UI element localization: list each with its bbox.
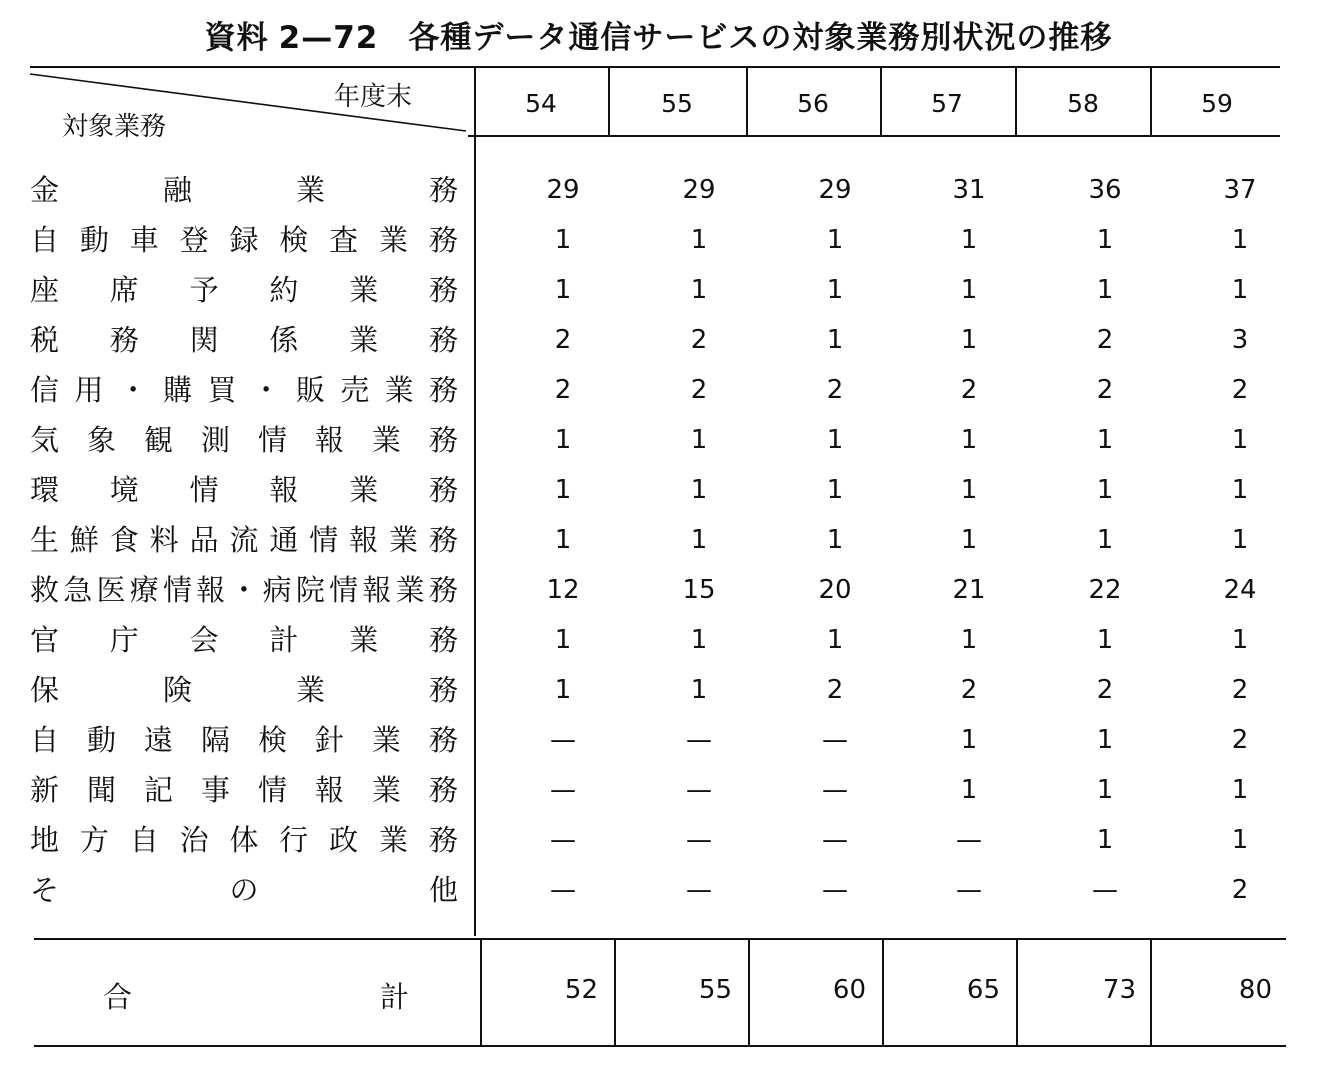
table-cell: 1 (1231, 825, 1249, 855)
table-cell: 1 (960, 275, 978, 305)
row-label-char: 自 (129, 823, 159, 857)
row-label-char: 業 (389, 523, 419, 557)
column-divider (480, 938, 482, 1045)
table-cell: — (686, 725, 712, 755)
table-cell: — (550, 875, 576, 905)
row-label-char: 報 (314, 423, 344, 457)
table-cell: 24 (1223, 575, 1257, 605)
row-label-char: 記 (143, 773, 173, 807)
row-label-char: 業 (384, 373, 414, 407)
row-label-char: 登 (179, 223, 209, 257)
row-label-char: 院 (295, 573, 325, 607)
row-label-char: 関 (189, 323, 219, 357)
row-label-char: 政 (329, 823, 359, 857)
row-label-char: 報 (362, 573, 392, 607)
table-cell: 1 (554, 425, 572, 455)
row-label-char: 鮮 (69, 523, 99, 557)
table-cell: 1 (690, 425, 708, 455)
row-label (30, 620, 458, 660)
title-text: 各種データ通信サービスの対象業務別状況の推移 (408, 20, 1113, 56)
row-label (30, 570, 458, 610)
table-cell: 1 (960, 475, 978, 505)
table-cell: 1 (1231, 275, 1249, 305)
table-cell: 1 (960, 325, 978, 355)
total-value: 73 (1102, 975, 1136, 1005)
table-cell: — (1092, 875, 1118, 905)
table-cell: 1 (1096, 825, 1114, 855)
row-label (30, 520, 458, 560)
column-divider (882, 938, 884, 1045)
table-cell: 1 (690, 625, 708, 655)
row-label-char: 業 (349, 623, 379, 657)
table-cell: — (956, 825, 982, 855)
column-header-year: 58 (1067, 89, 1099, 118)
row-label-char: 査 (329, 223, 359, 257)
header-year-label: 年度末 (334, 82, 413, 112)
row-label-char: 売 (340, 373, 370, 407)
row-label-char: 情 (257, 773, 287, 807)
column-divider (746, 66, 748, 136)
table-cell: 1 (554, 675, 572, 705)
row-label (30, 270, 458, 310)
row-label (30, 720, 458, 760)
table-cell: 1 (1231, 775, 1249, 805)
table-cell: — (686, 825, 712, 855)
row-label-char: 務 (428, 523, 458, 557)
row-label-char: 観 (143, 423, 173, 457)
table-cell: 2 (554, 375, 572, 405)
table-cell: 1 (554, 225, 572, 255)
row-label-char: 行 (279, 823, 309, 857)
row-label (30, 820, 458, 860)
row-label-char: 務 (428, 723, 458, 757)
row-label-char: 業 (379, 223, 409, 257)
row-label-char: 約 (269, 273, 299, 307)
title-number: 2—72 (278, 20, 379, 56)
table-cell: 1 (690, 475, 708, 505)
table-cell: 1 (1231, 425, 1249, 455)
row-label-char: 救 (30, 573, 60, 607)
column-header-year: 55 (661, 89, 693, 118)
row-label-char: 席 (109, 273, 139, 307)
table-cell: — (822, 875, 848, 905)
row-label-char: 報 (269, 473, 299, 507)
row-label-char: 気 (30, 423, 60, 457)
table-cell: 1 (554, 475, 572, 505)
table-cell: 21 (952, 575, 986, 605)
table-cell: 1 (1231, 475, 1249, 505)
table-cell: 2 (1096, 325, 1114, 355)
header-task-label: 対象業務 (62, 112, 167, 142)
row-label-char: 動 (79, 223, 109, 257)
table-cell: 1 (826, 475, 844, 505)
column-divider (1150, 66, 1152, 136)
row-label-char: 購 (162, 373, 192, 407)
row-label-char: 険 (162, 673, 192, 707)
row-label-char: 事 (200, 773, 230, 807)
table-cell: 1 (1096, 525, 1114, 555)
row-label-char: 情 (257, 423, 287, 457)
row-label-char: 業 (295, 673, 325, 707)
table-cell: — (550, 725, 576, 755)
table-cell: 1 (1231, 625, 1249, 655)
table-cell: 1 (1231, 225, 1249, 255)
table-cell: 2 (960, 375, 978, 405)
table-cell: 1 (1096, 475, 1114, 505)
row-label-char: 生 (30, 523, 60, 557)
row-label-char: 業 (371, 723, 401, 757)
row-label-char: 販 (295, 373, 325, 407)
table-cell: 1 (960, 425, 978, 455)
table-cell: 2 (1231, 375, 1249, 405)
row-label-char: 業 (349, 473, 379, 507)
table-cell: 1 (690, 275, 708, 305)
table-cell: 2 (690, 325, 708, 355)
column-divider (1150, 938, 1152, 1045)
row-label-char: 金 (30, 173, 60, 207)
column-divider (1016, 938, 1018, 1045)
row-label-char: 環 (30, 473, 60, 507)
row-label-char: 病 (262, 573, 292, 607)
row-label-char: 車 (129, 223, 159, 257)
row-label-char: 座 (30, 273, 60, 307)
table-cell: 2 (1096, 375, 1114, 405)
table-cell: 1 (1096, 275, 1114, 305)
table-cell: 2 (1231, 725, 1249, 755)
row-label-char: そ (30, 873, 60, 907)
column-header-year: 57 (931, 89, 963, 118)
row-label-char: 務 (428, 473, 458, 507)
table-cell: 2 (1096, 675, 1114, 705)
row-label-char: 信 (30, 373, 60, 407)
row-label-char: 保 (30, 673, 60, 707)
row-label (30, 370, 458, 410)
row-label-char: 方 (79, 823, 109, 857)
row-label-char: ・ (251, 373, 281, 407)
table-cell: 1 (960, 525, 978, 555)
table-cell: 29 (546, 175, 580, 205)
row-label-char: 務 (428, 673, 458, 707)
column-header-year: 56 (797, 89, 829, 118)
row-label (30, 170, 458, 210)
column-divider (474, 66, 476, 936)
table-cell: 1 (690, 525, 708, 555)
row-label-char: ・ (229, 573, 259, 607)
row-label-char: 務 (428, 823, 458, 857)
table-cell: — (956, 875, 982, 905)
table-cell: — (686, 875, 712, 905)
row-label-char: 料 (149, 523, 179, 557)
row-label-char: 務 (428, 373, 458, 407)
total-value: 65 (966, 975, 1000, 1005)
row-label-char: 聞 (86, 773, 116, 807)
column-header-year: 59 (1201, 89, 1233, 118)
row-label-char: 測 (200, 423, 230, 457)
row-label-char: 遠 (143, 723, 173, 757)
row-label-char: 自 (30, 723, 60, 757)
row-label-char: 税 (30, 323, 60, 357)
total-label-right: 計 (380, 980, 410, 1014)
table-cell: — (822, 775, 848, 805)
row-label-char: 業 (295, 173, 325, 207)
row-label-char: 医 (96, 573, 126, 607)
row-label-char: 食 (109, 523, 139, 557)
column-divider (1015, 66, 1017, 136)
row-label-char: 針 (314, 723, 344, 757)
title-prefix: 資料 (204, 20, 269, 56)
row-label-char: 急 (63, 573, 93, 607)
row-label-char: 報 (314, 773, 344, 807)
row-label-char: 業 (371, 773, 401, 807)
row-label-char: 計 (269, 623, 299, 657)
column-divider (748, 938, 750, 1045)
row-label-char: 務 (428, 573, 458, 607)
table-cell: 1 (1231, 525, 1249, 555)
total-value: 52 (564, 975, 598, 1005)
row-label-char: 務 (428, 173, 458, 207)
row-label-char: 情 (189, 473, 219, 507)
row-label-char: 務 (428, 223, 458, 257)
table-cell: — (822, 825, 848, 855)
table-cell: 1 (1096, 625, 1114, 655)
table-cell: 1 (826, 325, 844, 355)
row-label (30, 870, 458, 910)
row-label-char: 録 (229, 223, 259, 257)
row-label-char: 官 (30, 623, 60, 657)
row-label-char: 業 (379, 823, 409, 857)
table-cell: 2 (1231, 675, 1249, 705)
row-label-char: 情 (309, 523, 339, 557)
row-label-char: の (229, 873, 259, 907)
row-label-char: 品 (189, 523, 219, 557)
row-label-char: 庁 (109, 623, 139, 657)
row-label-char: 体 (229, 823, 259, 857)
row-label (30, 770, 458, 810)
table-cell: 1 (960, 225, 978, 255)
row-label-char: 務 (428, 323, 458, 357)
table-cell: — (822, 725, 848, 755)
table-cell: 1 (826, 225, 844, 255)
row-label-char: 係 (269, 323, 299, 357)
row-label-char: 報 (196, 573, 226, 607)
total-value: 55 (698, 975, 732, 1005)
row-label-char: 検 (257, 723, 287, 757)
row-label-char: 業 (349, 323, 379, 357)
row-label-char: ・ (118, 373, 148, 407)
row-label-char: 治 (179, 823, 209, 857)
table-cell: 12 (546, 575, 580, 605)
row-label-char: 境 (109, 473, 139, 507)
total-value: 80 (1238, 975, 1272, 1005)
row-label-char: 療 (129, 573, 159, 607)
row-label-char: 検 (279, 223, 309, 257)
column-divider (880, 66, 882, 136)
table-cell: 2 (826, 675, 844, 705)
table-cell: 37 (1223, 175, 1257, 205)
table-cell: 1 (1096, 775, 1114, 805)
row-label-char: 情 (329, 573, 359, 607)
table-cell: 1 (554, 525, 572, 555)
row-label-char: 務 (428, 623, 458, 657)
row-label-char: 通 (269, 523, 299, 557)
row-label-char: 他 (428, 873, 458, 907)
table-cell: 1 (826, 525, 844, 555)
row-label-char: 務 (428, 773, 458, 807)
row-label-char: 務 (428, 273, 458, 307)
table-cell: 1 (690, 225, 708, 255)
column-divider (608, 66, 610, 136)
row-label-char: 自 (30, 223, 60, 257)
column-header-year: 54 (525, 89, 557, 118)
table-cell: 1 (826, 625, 844, 655)
row-label (30, 320, 458, 360)
table-cell: — (550, 825, 576, 855)
row-label-char: 動 (86, 723, 116, 757)
table-cell: 1 (826, 425, 844, 455)
table-cell: 3 (1231, 325, 1249, 355)
table-cell: 29 (682, 175, 716, 205)
row-label (30, 220, 458, 260)
total-label-left: 合 (103, 980, 133, 1014)
column-divider (614, 938, 616, 1045)
table-cell: 31 (952, 175, 986, 205)
table-cell: 2 (1231, 875, 1249, 905)
table-cell: 1 (1096, 425, 1114, 455)
table-cell: 1 (554, 275, 572, 305)
table-cell: 1 (1096, 725, 1114, 755)
row-label-char: 新 (30, 773, 60, 807)
row-label-char: 予 (189, 273, 219, 307)
table-cell: 1 (960, 725, 978, 755)
row-label-char: 用 (74, 373, 104, 407)
row-label-char: 業 (371, 423, 401, 457)
table-cell: 1 (1096, 225, 1114, 255)
row-label-char: 融 (162, 173, 192, 207)
total-value: 60 (832, 975, 866, 1005)
table-cell: 2 (690, 375, 708, 405)
row-label-char: 務 (109, 323, 139, 357)
table-cell: 2 (554, 325, 572, 355)
table-cell: 2 (960, 675, 978, 705)
table-cell: — (686, 775, 712, 805)
row-label-char: 報 (349, 523, 379, 557)
row-label-char: 隔 (200, 723, 230, 757)
row-label-char: 会 (189, 623, 219, 657)
table-cell: — (550, 775, 576, 805)
row-label-char: 地 (30, 823, 60, 857)
row-label-char: 務 (428, 423, 458, 457)
row-label (30, 670, 458, 710)
table-cell: 1 (554, 625, 572, 655)
row-label-char: 業 (395, 573, 425, 607)
row-label-char: 象 (86, 423, 116, 457)
row-label-char: 買 (207, 373, 237, 407)
table-cell: 20 (818, 575, 852, 605)
table-cell: 1 (690, 675, 708, 705)
table-cell: 29 (818, 175, 852, 205)
row-label-char: 情 (162, 573, 192, 607)
row-label-char: 業 (349, 273, 379, 307)
table-cell: 1 (960, 625, 978, 655)
table-cell: 1 (826, 275, 844, 305)
table-cell: 1 (960, 775, 978, 805)
table-cell: 22 (1088, 575, 1122, 605)
row-label (30, 420, 458, 460)
row-label-char: 流 (229, 523, 259, 557)
table-cell: 15 (682, 575, 716, 605)
table-cell: 36 (1088, 175, 1122, 205)
row-label (30, 470, 458, 510)
table-cell: 2 (826, 375, 844, 405)
